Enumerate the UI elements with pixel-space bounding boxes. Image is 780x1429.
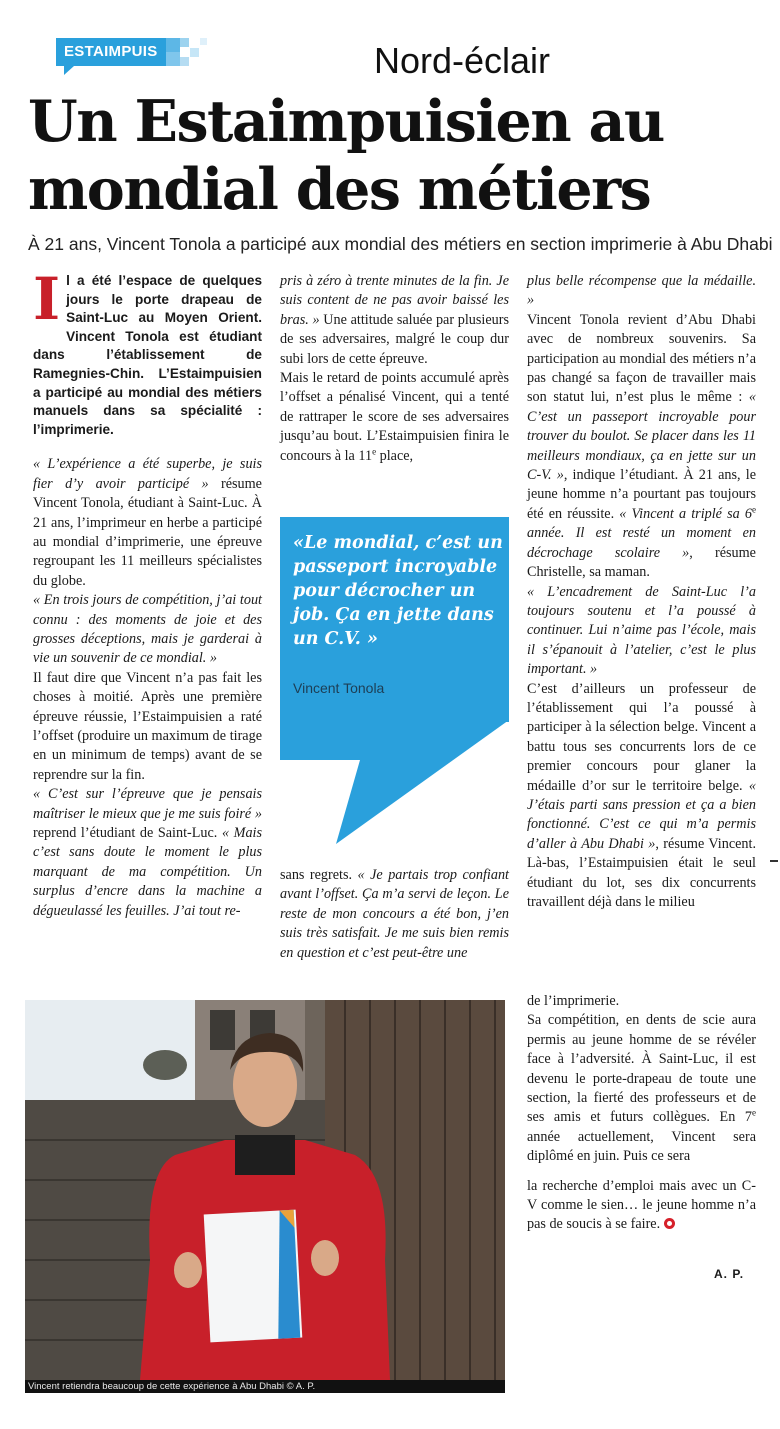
column-3-continued bbox=[527, 992, 756, 1235]
quote: année. Il est resté un moment en décrochage scolaire » bbox=[527, 525, 756, 561]
section-label-tail bbox=[64, 66, 74, 75]
column-2-bottom bbox=[280, 866, 509, 963]
paragraph bbox=[280, 369, 509, 466]
paragraph bbox=[527, 1177, 756, 1235]
quote: pris à zéro à trente minutes de la fin. Je suis content de ne pas avoir baissé les bras. » bbox=[280, 273, 509, 328]
text: place, bbox=[376, 447, 414, 464]
paragraph bbox=[33, 785, 262, 921]
text: , indique l’étudiant. À 21 ans, le jeune homme n’a pourtant pas toujours été en réussite. bbox=[527, 467, 756, 522]
margin-mark bbox=[770, 860, 778, 862]
quote: « Je partais trop confiant avant l’offset. Ça m’a servi de leçon. Le reste de mon concours a été bon, j’en suis très satisfait. Je me suis bien remis en question et c’est peut-être une bbox=[280, 867, 509, 961]
quote-mark-shape bbox=[280, 720, 509, 845]
end-of-article-icon bbox=[664, 1218, 675, 1229]
pull-quote-text: «Le mondial, c’est un passeport incroyable pour décrocher un job. Ça en jette dans un C.V. » bbox=[293, 533, 503, 649]
standfirst: À 21 ans, Vincent Tonola a participé aux mondial des métiers en section imprimerie à Abu Dhabi bbox=[28, 234, 773, 254]
quote: « L’encadrement de Saint-Luc l’a toujours soutenu et l’a poussé à continuer. Lui n’aime pas l’école, mais il s’épanouit à l’atelier, c’est le plus important. » bbox=[527, 583, 756, 678]
newspaper-name: Nord-éclair bbox=[374, 40, 551, 81]
superscript: e bbox=[372, 445, 377, 456]
dropcap: I bbox=[33, 265, 61, 333]
paragraph bbox=[527, 583, 756, 680]
column-3 bbox=[527, 272, 756, 912]
quote: « En trois jours de compétition, j’ai tout connu : des moments de joie et des grosses déceptions, mais je garderai à vie un souvenir de ce mondial. » bbox=[33, 592, 262, 667]
text: Une attitude saluée par plusieurs de ses adversaires, malgré le coup dur subi lors de cette épreuve. bbox=[280, 311, 509, 367]
paragraph bbox=[33, 455, 262, 591]
article-photo bbox=[25, 1000, 505, 1380]
column-2-top bbox=[280, 272, 509, 466]
quote: « Vincent a triplé sa 6 bbox=[619, 505, 752, 522]
quote: « C’est sur l’épreuve que je pensais maîtriser le mieux que je me suis foiré » bbox=[33, 786, 262, 822]
headline-line-1: Un Estaimpuisien au bbox=[28, 88, 664, 155]
text: Sa compétition, en dents de scie aura permis au jeune homme de se révéler face à l’adversité. À Saint-Luc, il est devenu le porte-drapeau de toute une section, la fierté des professeurs et de ses amis et futurs collègues. En 7 bbox=[527, 1012, 756, 1126]
photo-illustration bbox=[25, 1000, 505, 1380]
paragraph bbox=[33, 591, 262, 669]
paragraph bbox=[527, 311, 756, 583]
text: reprend l’étudiant de Saint-Luc. bbox=[33, 825, 222, 842]
text: Mais le retard de points accumulé après l’offset a pénalisé Vincent, qui a tenté de rattraper le score de ses adversaires jusqu’au bout. L’Estaimpuisien finira le concours à la 11 bbox=[280, 370, 509, 464]
paragraph bbox=[527, 680, 756, 913]
text: , résume Christelle, sa maman. bbox=[527, 544, 756, 581]
column-1 bbox=[33, 265, 263, 921]
paragraph bbox=[527, 272, 756, 311]
paragraph bbox=[280, 272, 509, 369]
paragraph: de l’imprimerie. bbox=[527, 993, 620, 1009]
quote: « L’expérience a été superbe, je suis fier d’y avoir participé » bbox=[33, 456, 262, 492]
superscript: e bbox=[752, 504, 756, 515]
text: Vincent Tonola revient d’Abu Dhabi avec de nombreux souvenirs. Sa participation au mondial des métiers n’a pas changé sa façon de travailler mais son statut lui, n’est plus le même : bbox=[527, 311, 756, 406]
superscript: e bbox=[752, 1107, 756, 1118]
text: année actuellement, Vincent sera diplômé en juin. Puis ce sera bbox=[527, 1128, 756, 1165]
quote: « C’est un passeport incroyable pour trouver du boulot. Se placer dans les 11 meilleurs mondiaux, ça en jette sur un C-V. » bbox=[527, 389, 756, 484]
lead-text: l a été l’espace de quelques jours le porte drapeau de Saint-Luc au Moyen Orient. Vincent Tonola est étudiant dans l’établissement de Ramegnies-Chin. L’Estaimpuisien a participé au mondial des métiers manuels dans sa spécialité : l’imprimerie. bbox=[33, 273, 262, 437]
headline-line-2: mondial des métiers bbox=[28, 156, 651, 223]
text: sans regrets. bbox=[280, 867, 358, 883]
quote: « Mais c’est sans doute le moment le plus marquant de ma compétition. Un surplus d’encre dans la machine a dégueulassé les feuilles. J’ai tout re- bbox=[33, 825, 263, 919]
paragraph bbox=[527, 1011, 756, 1166]
author-signature: A. P. bbox=[714, 1267, 745, 1281]
photo-caption: Vincent retiendra beaucoup de cette expérience à Abu Dhabi © A. P. bbox=[25, 1380, 505, 1393]
section-label: ESTAIMPUIS bbox=[56, 38, 166, 66]
text: , résume Vincent. Là-bas, l’Estaimpuisien était le seul étudiant du lot, ses dix concurrents travaillent déjà dans le milieu bbox=[527, 835, 756, 910]
section-label-decoration bbox=[166, 38, 211, 66]
headline bbox=[28, 88, 768, 224]
text: la recherche d’emploi mais avec un C-V comme le sien… le jeune homme n’a pas de soucis à se faire. bbox=[527, 1177, 756, 1233]
text: C’est d’ailleurs un professeur de l’établissement qui l’a poussé à participer à la sélection belge. Vincent a battu tous ses concurrents lors de ce premier concours pour glaner la médaille d’or sur le territoire belge. bbox=[527, 680, 756, 794]
quote: « J’étais parti sans pression et ça a bien fonctionné. C’est ce qui m’a permis d’aller à Abu Dhabi » bbox=[527, 777, 756, 852]
paragraph bbox=[280, 866, 509, 963]
lead-paragraph bbox=[33, 265, 262, 439]
quote: plus belle récompense que la médaille. » bbox=[527, 273, 756, 309]
text: résume Vincent Tonola, étudiant à Saint-Luc. À 21 ans, l’imprimeur en herbe a participé au mondial d’imprimerie, une épreuve regroupant les 11 meilleurs spécialistes du globe. bbox=[33, 475, 262, 589]
paragraph: Il faut dire que Vincent n’a pas fait les choses à moitié. Après une première épreuve réussie, l’Estaimpuisien a raté l’offset (produire un maximum de tirage en un minimum de temps) avant de se reprendre sur la fin. bbox=[33, 669, 262, 783]
pull-quote-author: Vincent Tonola bbox=[293, 680, 385, 696]
